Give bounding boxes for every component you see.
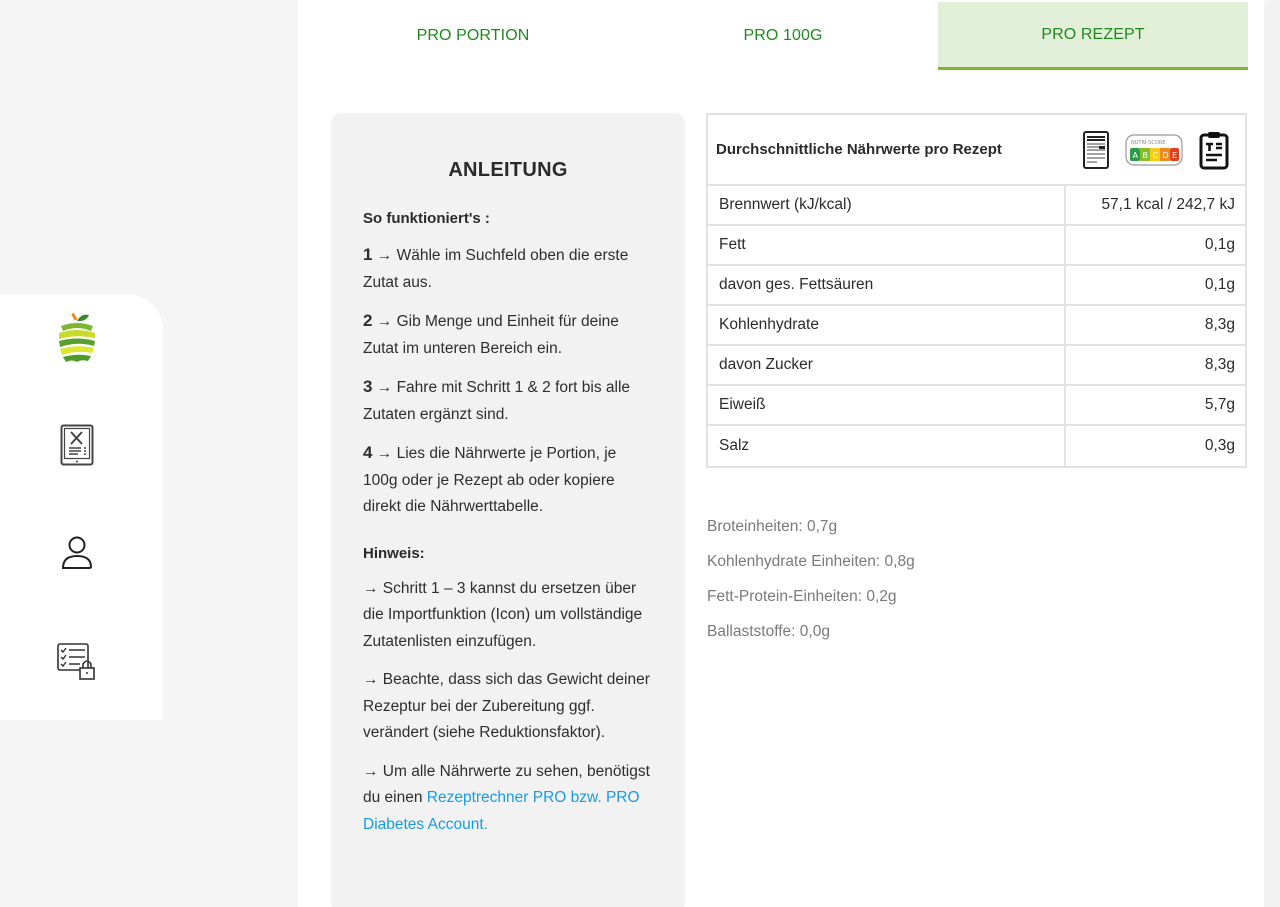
nutrition-row: Fett 0,1g xyxy=(708,226,1245,266)
step-4: 4 → Lies die Nährwerte je Portion, je 100g oder je Rezept ab oder kopiere direkt die Nährwerttabelle. xyxy=(363,443,617,515)
instructions-title: ANLEITUNG xyxy=(448,159,568,181)
bread-units: Broteinheiten: 0,7g xyxy=(707,518,838,535)
additional-values xyxy=(707,516,915,656)
nutrition-table xyxy=(706,113,1247,468)
nutrition-label-icon[interactable] xyxy=(1083,131,1109,169)
sidebar-item-logo[interactable] xyxy=(50,312,104,366)
svg-text:E: E xyxy=(1172,150,1178,160)
tab-bar xyxy=(318,2,1248,70)
nutrition-row: davon ges. Fettsäuren 0,1g xyxy=(708,266,1245,306)
tab-pro-100g[interactable]: PRO 100G xyxy=(743,27,823,44)
apple-logo-icon xyxy=(55,312,99,366)
nutrition-row: Brennwert (kJ/kcal) 57,1 kcal / 242,7 kJ xyxy=(708,186,1245,226)
hint-import: → Schritt 1 – 3 kannst du ersetzen über die Importfunktion (Icon) um vollständige Zutatenlisten einzufügen. xyxy=(363,579,643,650)
sidebar xyxy=(0,294,163,720)
step-2: 2 → Gib Menge und Einheit für deine Zutat im unteren Bereich ein. xyxy=(363,311,619,357)
hint-pro-account: → Um alle Nährwerte zu sehen, benötigst du einen Rezeptrechner PRO bzw. PRO Diabetes Account. xyxy=(363,762,650,833)
nutrition-row: Salz 0,3g xyxy=(708,426,1245,466)
hint-title: Hinweis: xyxy=(363,544,425,562)
nutrition-table-header xyxy=(708,115,1245,186)
user-icon xyxy=(60,535,94,571)
hint-weight: → Beachte, dass sich das Gewicht deiner Rezeptur bei der Zubereitung ggf. verändert (siehe Reduktionsfaktor). xyxy=(363,671,650,741)
tab-pro-rezept[interactable]: PRO REZEPT xyxy=(938,2,1248,70)
nutrition-row: davon Zucker 8,3g xyxy=(708,346,1245,386)
svg-text:B: B xyxy=(1142,150,1148,160)
sidebar-item-locked-checklist[interactable] xyxy=(50,634,104,688)
sidebar-item-recipe-calculator[interactable] xyxy=(50,418,104,472)
fat-protein-units: Fett-Protein-Einheiten: 0,2g xyxy=(707,588,897,605)
sidebar-item-account[interactable] xyxy=(50,526,104,580)
right-panel-edge xyxy=(1264,0,1280,907)
svg-text:D: D xyxy=(1162,150,1169,160)
nutri-score-icon[interactable] xyxy=(1125,134,1183,166)
nutrition-table-title: Durchschnittliche Nährwerte pro Rezept xyxy=(716,141,1002,158)
pro-account-link[interactable]: Rezeptrechner PRO bzw. PRO Diabetes Account. xyxy=(363,789,640,833)
carb-units: Kohlenhydrate Einheiten: 0,8g xyxy=(707,553,915,570)
nutrition-row: Eiweiß 5,7g xyxy=(708,386,1245,426)
checklist-lock-icon xyxy=(56,641,98,681)
step-1: 1 → Wähle im Suchfeld oben die erste Zutat aus. xyxy=(363,245,629,291)
main-content xyxy=(298,0,1264,907)
step-3: 3 → Fahre mit Schritt 1 & 2 fort bis alle Zutaten ergänzt sind. xyxy=(363,377,631,423)
nutrition-row: Kohlenhydrate 8,3g xyxy=(708,306,1245,346)
instructions-subtitle: So funktioniert's : xyxy=(363,210,490,227)
dietary-fiber: Ballaststoffe: 0,0g xyxy=(707,623,830,640)
tablet-recipe-icon xyxy=(60,424,94,466)
tab-pro-portion[interactable]: PRO PORTION xyxy=(416,27,530,44)
svg-text:C: C xyxy=(1152,150,1159,160)
svg-text:A: A xyxy=(1132,150,1138,160)
instructions-card xyxy=(331,113,685,907)
clipboard-icon[interactable] xyxy=(1199,130,1229,170)
svg-text:NUTRI-SCORE: NUTRI-SCORE xyxy=(1131,139,1166,146)
